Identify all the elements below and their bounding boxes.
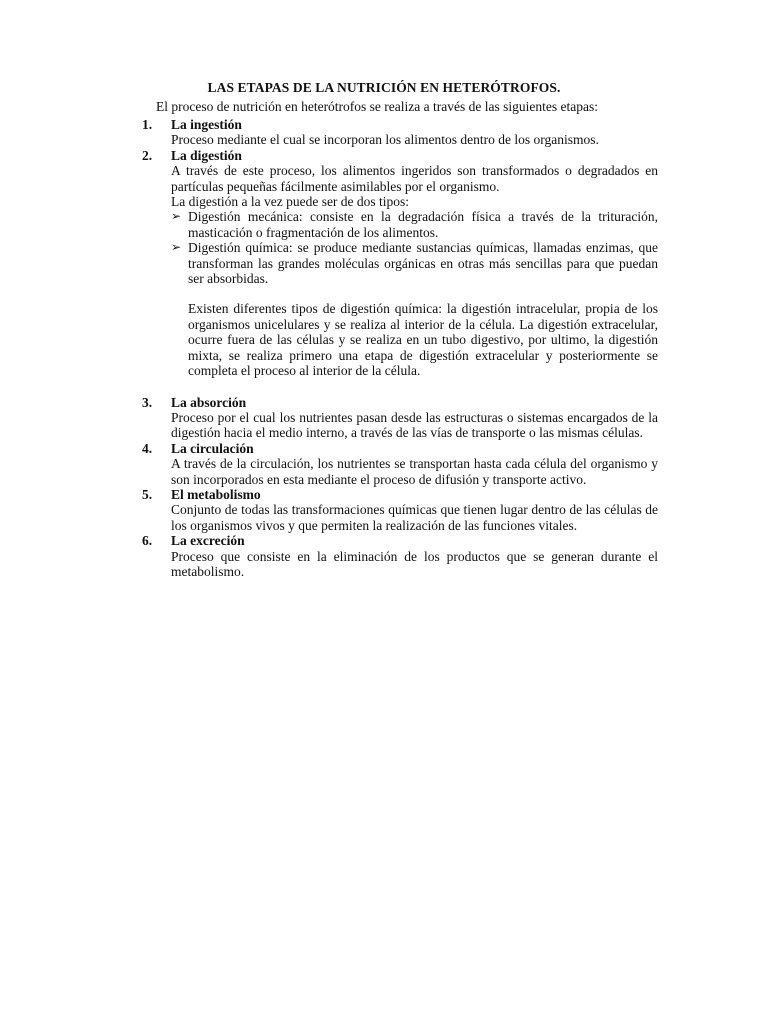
bullet-item — [171, 240, 658, 286]
bullet-text: Digestión química: se produce mediante sustancias químicas, llamadas enzimas, que transforman las grandes moléculas orgánicas en otras más sencillas para que puedan ser absorbidas. — [188, 240, 658, 287]
bullet-text: Digestión mecánica: consiste en la degradación física a través de la trituración, masticación o fragmentación de los alimentos. — [188, 209, 658, 240]
stage-number: 1. — [142, 117, 153, 132]
stage-number: 6. — [142, 533, 153, 549]
list-item — [142, 441, 658, 487]
stages-list — [142, 117, 658, 579]
stage-heading: La circulación — [171, 440, 254, 456]
stage-heading: La absorción — [171, 394, 247, 410]
stage-number: 2. — [142, 147, 153, 163]
digestion-note: Existen diferentes tipos de digestión química: la digestión intracelular, propia de los organismos unicelulares y se realiza al interior de la célula. La digestión extracelular, ocurre fuera de las células y se realiza en un tubo digestivo, por ultimo, la digestión mixta, se realiza primero una etapa de digestión extracelular y posteriormente se completa el proceso al interior de la célula. — [188, 301, 658, 379]
document-title: LAS ETAPAS DE LA NUTRICIÓN EN HETERÓTROFOS. — [207, 80, 561, 95]
spacer — [142, 379, 658, 395]
stage-text: Proceso por el cual los nutrientes pasan desde las estructuras o sistemas encargados de la digestión hacia el medio interno, a través de las vías de transporte o las mismas células. — [171, 409, 658, 441]
stage-text-secondary: La digestión a la vez puede ser de dos tipos: — [171, 194, 410, 210]
stage-heading: El metabolismo — [171, 486, 261, 502]
stage-text: A través de este proceso, los alimentos ingeridos son transformados o degradados en partículas pequeñas fácilmente asimilables por el organismo. — [171, 163, 658, 194]
list-item — [142, 117, 658, 148]
stage-number: 3. — [142, 394, 153, 410]
bullet-item — [171, 209, 658, 240]
stage-text: Proceso mediante el cual se incorporan los alimentos dentro de los organismos. — [171, 132, 599, 148]
intro-text: El proceso de nutrición en heterótrofos se realiza a través de las siguientes etapas: — [156, 99, 598, 114]
list-item — [142, 487, 658, 533]
stage-heading: La ingestión — [171, 117, 242, 132]
list-item — [142, 395, 658, 441]
stage-heading: La digestión — [171, 147, 242, 163]
list-item — [142, 148, 658, 379]
stage-text: Proceso que consiste en la eliminación de los productos que se generan durante el metabolismo. — [171, 548, 658, 579]
list-item — [142, 533, 658, 579]
stage-number: 4. — [142, 440, 153, 456]
stage-text: Conjunto de todas las transformaciones químicas que tienen lugar dentro de las células de los organismos vivos y que permiten la realización de las funciones vitales. — [171, 502, 658, 533]
arrow-bullet-icon: ➢ — [171, 240, 182, 255]
stage-number: 5. — [142, 486, 153, 502]
stage-heading: La excreción — [171, 533, 245, 549]
arrow-bullet-icon: ➢ — [171, 209, 182, 224]
stage-text: A través de la circulación, los nutrientes se transportan hasta cada célula del organismo y son incorporados en esta mediante el proceso de difusión y transporte activo. — [171, 456, 658, 487]
